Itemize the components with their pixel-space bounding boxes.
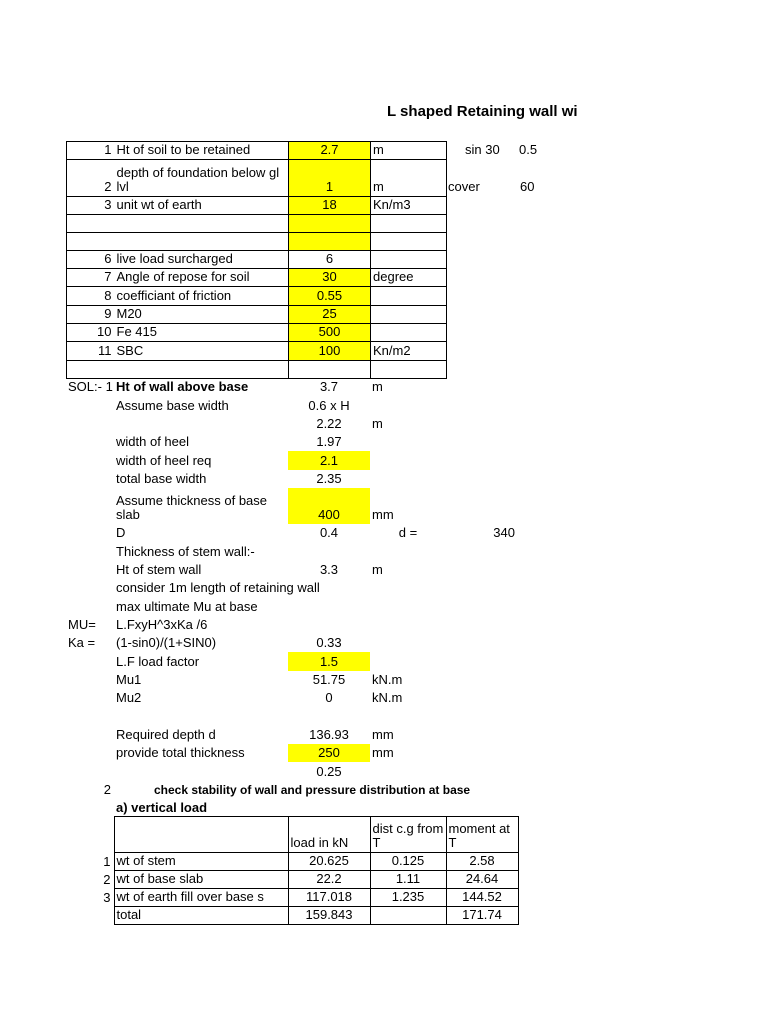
calc-note: max ultimate Mu at base <box>116 598 258 614</box>
row-number: 3 <box>103 889 111 905</box>
empty-input-cell <box>289 233 371 251</box>
sin-value: 0.5 <box>519 142 538 157</box>
empty-cell <box>371 233 447 251</box>
parameter-value: 500 <box>289 324 371 342</box>
input-row <box>67 160 447 197</box>
calc-value: 0.4 <box>319 525 339 541</box>
calc-value: 1.97 <box>316 434 342 450</box>
empty-cell <box>115 361 289 379</box>
calc-label: D <box>116 525 126 541</box>
section-subheading-row <box>66 799 518 817</box>
calc-formula: (1-sin0)/(1+SIN0) <box>116 635 217 651</box>
parameter-label: Angle of repose for soil <box>115 269 289 287</box>
empty-input-row <box>67 215 447 233</box>
parameter-unit <box>371 324 447 342</box>
calc-label: L.F load factor <box>116 653 200 669</box>
parameter-label: unit wt of earth <box>115 197 289 215</box>
empty-cell <box>371 215 447 233</box>
calc-unit: m <box>372 561 383 577</box>
parameter-value: 30 <box>289 269 371 287</box>
row-number: 11 <box>67 342 115 361</box>
dist-value: 0.125 <box>370 853 446 871</box>
parameter-value: 18 <box>289 197 371 215</box>
column-header-load: load in kN <box>288 817 370 853</box>
calc-unit: mm <box>372 726 394 742</box>
load-item: wt of earth fill over base s <box>114 889 288 907</box>
input-row <box>67 306 447 324</box>
calc-label: Mu2 <box>116 690 142 706</box>
table-row <box>66 853 518 871</box>
calc-row <box>66 488 518 524</box>
parameter-unit <box>371 251 447 269</box>
dist-value: 1.11 <box>370 871 446 889</box>
calc-row <box>66 542 518 560</box>
calc-value: 51.75 <box>312 671 346 687</box>
formula-prefix: Ka = <box>68 635 96 651</box>
empty-cell <box>66 817 114 853</box>
total-label: total <box>114 907 288 925</box>
calc-unit: kN.m <box>372 690 403 706</box>
calc-row <box>66 597 518 615</box>
calc-row <box>66 616 518 634</box>
parameter-value: 2.7 <box>289 142 371 160</box>
calc-value: 3.3 <box>319 561 339 577</box>
calc-value: 0 <box>325 690 333 706</box>
parameter-unit: Kn/m2 <box>371 342 447 361</box>
empty-input-row <box>67 361 447 379</box>
load-value: 22.2 <box>288 871 370 889</box>
calc-row <box>66 451 518 469</box>
calc-input-value: 250 <box>288 744 370 762</box>
empty-cell <box>289 361 371 379</box>
row-number: 6 <box>67 251 115 269</box>
empty-input-row <box>67 233 447 251</box>
calc-value: 2.22 <box>316 415 342 431</box>
empty-cell <box>115 215 289 233</box>
load-value: 20.625 <box>288 853 370 871</box>
parameter-value: 1 <box>289 160 371 197</box>
solution-section <box>66 378 518 817</box>
calc-row <box>66 652 518 670</box>
step-label: SOL:- 1 <box>68 379 113 395</box>
calc-row <box>66 579 518 597</box>
load-item: wt of base slab <box>114 871 288 889</box>
table-header-row <box>66 817 518 853</box>
dist-value: 1.235 <box>370 889 446 907</box>
parameter-unit <box>371 306 447 324</box>
calc-row <box>66 415 518 433</box>
parameter-label: coefficiant of friction <box>115 287 289 306</box>
vertical-load-table <box>66 816 519 925</box>
calc-value: 0.33 <box>316 635 342 651</box>
row-number: 2 <box>103 871 111 887</box>
calc-heading: Thickness of stem wall:- <box>116 543 255 559</box>
calc-row <box>66 378 518 396</box>
parameter-unit: degree <box>371 269 447 287</box>
calc-row <box>66 561 518 579</box>
parameter-value: 6 <box>289 251 371 269</box>
calc-label: Required depth d <box>116 726 216 742</box>
parameter-value: 25 <box>289 306 371 324</box>
parameter-unit: Kn/m3 <box>371 197 447 215</box>
calc-unit: m <box>372 379 383 395</box>
calc-value: 3.7 <box>319 379 339 395</box>
row-number: 1 <box>67 142 115 160</box>
row-number: 1 <box>103 853 111 869</box>
calc-unit: mm <box>372 506 394 522</box>
input-row <box>67 342 447 361</box>
calc-value: 0.25 <box>316 763 342 779</box>
table-row <box>66 889 518 907</box>
empty-cell <box>67 233 115 251</box>
column-header-dist: dist c.g from T <box>370 817 446 853</box>
row-number: 10 <box>67 324 115 342</box>
total-load: 159.843 <box>288 907 370 925</box>
calc-value: 136.93 <box>309 726 349 742</box>
section-heading-row <box>66 781 518 799</box>
empty-input-cell <box>289 215 371 233</box>
section-number: 2 <box>103 781 111 797</box>
parameter-value: 0.55 <box>289 287 371 306</box>
moment-value: 2.58 <box>446 853 518 871</box>
calc-label: Ht of stem wall <box>116 561 202 577</box>
parameter-unit: m <box>371 142 447 160</box>
parameter-label: Fe 415 <box>115 324 289 342</box>
calc-label: width of heel req <box>116 452 212 468</box>
calc-unit: mm <box>372 745 394 761</box>
calc-row <box>66 396 518 414</box>
section-heading: check stability of wall and pressure distribution at base <box>154 782 471 797</box>
parameter-label: M20 <box>115 306 289 324</box>
calc-unit: kN.m <box>372 671 403 687</box>
input-row <box>67 324 447 342</box>
empty-cell <box>115 233 289 251</box>
blank-row <box>66 707 518 725</box>
total-row <box>66 907 518 925</box>
row-number: 2 <box>67 160 115 197</box>
page-title: L shaped Retaining wall wi <box>387 103 578 120</box>
calc-row <box>66 689 518 707</box>
column-header-moment: moment at T <box>446 817 518 853</box>
calc-label: width of heel <box>116 434 189 450</box>
row-number: 9 <box>67 306 115 324</box>
calc-input-value: 2.1 <box>288 451 370 469</box>
calc-unit: m <box>372 415 383 431</box>
parameter-label: SBC <box>115 342 289 361</box>
calc-row <box>66 470 518 488</box>
input-parameters-table <box>66 141 447 379</box>
row-number: 7 <box>67 269 115 287</box>
calc-note: consider 1m length of retaining wall <box>116 580 320 596</box>
calc-label: Mu1 <box>116 671 142 687</box>
table-row <box>66 871 518 889</box>
calc-label: Assume thickness of base slab <box>116 492 268 522</box>
input-row <box>67 197 447 215</box>
calc-input-value: 1.5 <box>288 652 370 670</box>
input-row <box>67 269 447 287</box>
calc-formula: 0.6 x H <box>308 397 350 413</box>
empty-cell <box>67 361 115 379</box>
calc-row <box>66 726 518 744</box>
calc-row <box>66 744 518 762</box>
calc-label: Assume base width <box>116 397 229 413</box>
row-number: 8 <box>67 287 115 306</box>
empty-header-cell <box>114 817 288 853</box>
input-row <box>67 142 447 160</box>
calc-label: total base width <box>116 470 207 486</box>
calc-row <box>66 524 518 542</box>
calc-row <box>66 433 518 451</box>
calc-row <box>66 634 518 652</box>
effective-depth-value: 340 <box>493 525 515 541</box>
calc-input-value: 400 <box>288 488 370 524</box>
empty-cell <box>370 907 446 925</box>
load-value: 117.018 <box>288 889 370 907</box>
load-item: wt of stem <box>114 853 288 871</box>
section-subheading: a) vertical load <box>116 800 208 816</box>
formula-prefix: MU= <box>68 616 96 632</box>
empty-cell <box>371 361 447 379</box>
parameter-value: 100 <box>289 342 371 361</box>
row-number: 3 <box>67 197 115 215</box>
empty-cell <box>66 907 114 925</box>
calc-value: 2.35 <box>316 470 342 486</box>
moment-value: 24.64 <box>446 871 518 889</box>
input-row <box>67 287 447 306</box>
calc-label: provide total thickness <box>116 745 245 761</box>
total-moment: 171.74 <box>446 907 518 925</box>
parameter-unit <box>371 287 447 306</box>
effective-depth-label: d = <box>398 525 418 541</box>
calc-row <box>66 671 518 689</box>
parameter-label: depth of foundation below gl lvl <box>115 160 289 197</box>
parameter-unit: m <box>371 160 447 197</box>
calc-row <box>66 762 518 780</box>
cover-label: cover <box>448 179 480 194</box>
input-row <box>67 251 447 269</box>
parameter-label: Ht of soil to be retained <box>115 142 289 160</box>
empty-cell <box>67 215 115 233</box>
calc-formula: L.FxyH^3xKa /6 <box>116 616 208 632</box>
cover-value: 60 <box>520 179 535 194</box>
sin-label: sin 30 <box>465 142 500 157</box>
parameter-label: live load surcharged <box>115 251 289 269</box>
moment-value: 144.52 <box>446 889 518 907</box>
calc-label: Ht of wall above base <box>116 379 249 395</box>
